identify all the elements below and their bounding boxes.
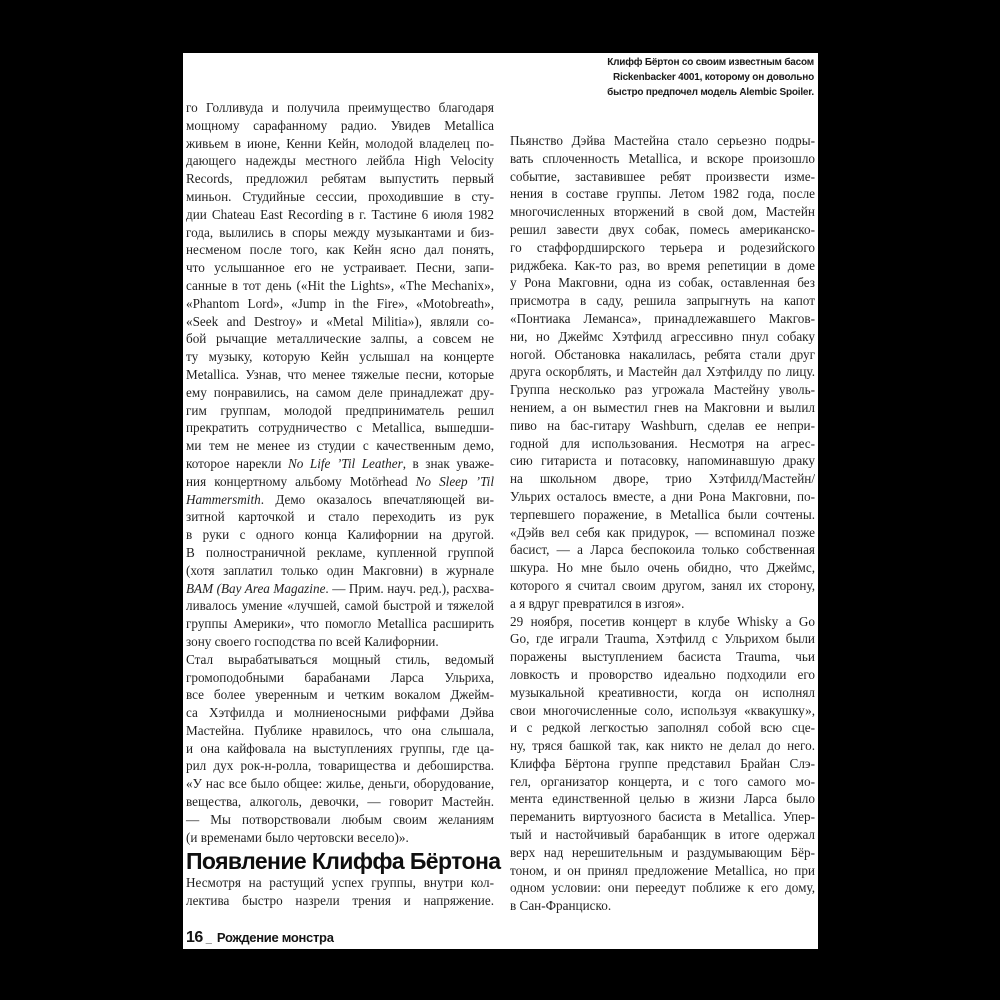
text-line: несменом после того, как Кейн ясно дал понять, (186, 242, 494, 258)
text-line: поражены выступлением басиста Trauma, чьи (510, 649, 815, 665)
text-line: го стаффордширского терьера и родезийского (510, 239, 815, 255)
text-line: — Мы потворствовали любым своим желаниям (186, 811, 494, 827)
text-line: которое нарекли No Life ’Til Leather, в знак уваже- (186, 455, 495, 471)
footer-separator: _ (205, 933, 212, 945)
text-line: (и временами было чертовски весело)». (186, 829, 409, 845)
text-line: бой рычащие металлические залпы, а совсем не (186, 331, 494, 347)
text-line: тый и настойчивый барабанщик в итоге одержал (510, 827, 815, 843)
text-line: гим группам, молодой предприниматель решил (186, 402, 494, 418)
text-line: ливалось умение «лучшей, самой быстрой и тяжелой (186, 598, 494, 614)
text-line: ловкость и проворство идеально подходили его (510, 666, 815, 682)
text-line: санные в тот день («Hit the Lights», «The Mechanix», (186, 277, 494, 293)
photo-caption (607, 55, 814, 100)
caption-line: Rickenbacker 4001, которому он довольно (612, 72, 814, 83)
text-line: громоподобными барабанами Ларса Ульриха, (186, 669, 494, 685)
caption-line: быстро предпочел модель Alembic Spoiler. (607, 87, 814, 98)
text-line: событие, заставившее ребят произвести изме- (510, 168, 815, 184)
text-line: Группа несколько раз угрожала Мастейну уволь- (510, 382, 815, 398)
text-line: мощному сарафанному радио. Увидев Metallica (186, 117, 494, 133)
text-line: у Рона Макговни, одна из собак, оставленная без (510, 275, 815, 291)
text-line: риджбека. Как-то раз, во время репетиции в доме (510, 257, 815, 273)
text-line: тоном, и он принял предложение Metallica, но при (510, 862, 815, 878)
text-line: и она кайфовала на выступлениях группы, где ца- (186, 740, 494, 756)
text-line: рил дух рок-н-ролла, товарищества и дебоширства. (186, 758, 494, 774)
text-line: ни, но Джеймс Хэтфилд агрессивно пнул собаку (510, 328, 815, 344)
text-line: «Seek and Destroy» и «Metal Militia»), являли со- (186, 313, 494, 329)
text-line: Go, где играли Trauma, Хэтфилд с Ульрихом были (510, 631, 815, 647)
text-line: «Дэйв вел себя как придурок, — вспоминал позже (510, 524, 815, 540)
page-footer (186, 929, 334, 947)
text-line: года, вылились в споры между музыкантами и биз- (186, 224, 494, 240)
text-line: нения в составе группы. Летом 1982 года, после (510, 186, 815, 202)
text-line: ну, тряся башкой так, как никто не делал до него. (510, 738, 815, 754)
text-line: го Голливуда и получила преимущество благодаря (186, 100, 494, 115)
text-line: ему понравились, на самом деле принадлежат дру- (186, 384, 494, 400)
text-line: что услышанное его не устраивает. Песни, запи- (186, 260, 494, 276)
text-line: Пьянство Дэйва Мастейна стало серьезно подры- (510, 133, 815, 148)
text-line: Records, предложил ребятам выпустить первый (186, 171, 494, 187)
text-line: ту музыку, которую Кейн услышал на концерте (186, 349, 494, 365)
text-line: Ульрих осталось вместе, а дни Рона Макговни, по- (510, 488, 815, 504)
text-line: (хотя заплатил только один Макговни) в журнале (186, 562, 494, 578)
text-line: многочисленных вторжений в свой дом, Мастейн (510, 204, 815, 220)
text-line: в Сан-Франциско. (510, 898, 612, 914)
text-line: дии Chateau East Recording в г. Тастине 6 июля 1982 (186, 206, 494, 222)
book-page (183, 53, 818, 949)
text-line: дающего надежды местного лейбла High Velocity (186, 153, 494, 169)
text-line: ногой. Обстановка накалилась, ребята стали друг (510, 346, 815, 362)
text-line: переманить виртуозного басиста в Metallica. Упер- (510, 809, 815, 825)
text-line: миньон. Студийные сессии, проходившие в сту- (186, 188, 494, 204)
text-line: прекратить сотрудничество с Metallica, вышедши- (186, 420, 494, 436)
text-line: ми тем не менее из студии с качественным демо, (186, 438, 494, 454)
right-column (510, 132, 815, 915)
text-line: «У нас все было общее: жилье, деньги, оборудование, (186, 776, 494, 792)
text-line: гел, организатор концерта, и с того самого мо- (510, 773, 815, 789)
text-line: живьем в июне, Кенни Кейн, молодой владелец по- (186, 135, 494, 151)
text-line: в руки с одного конца Калифорнии на другой. (186, 527, 494, 543)
text-line: Hammersmith. Демо оказалось впечатляющей ви- (186, 491, 494, 507)
text-line: и с редкой легкостью заполнял собой всю сце- (510, 720, 815, 736)
text-line: шкура. Но мне было очень обидно, что Джеймс, (510, 560, 815, 576)
text-line: 29 ноября, посетив концерт в клубе Whisky a Go (510, 613, 815, 629)
text-line: са Хэтфилда и молниеносными риффами Дэйва (186, 705, 494, 721)
text-line: сию гитариста и потасовку, напоминавшую драку (510, 453, 815, 469)
text-line: друга оскорблять, и Мастейн дал Хэтфилду по лицу. (510, 364, 815, 380)
text-line: Клиффа Бёртона группе представил Брайан Слэ- (510, 755, 815, 771)
text-line: нением, а он выместил гнев на Макговни и вылил (510, 399, 815, 415)
text-line: присмотра в саду, решила запрыгнуть на капот (510, 293, 815, 309)
text-line: зитной карточкой и стало переходить из рук (186, 509, 494, 525)
text-line: басист, — а Ларса беспокоила только собственная (510, 542, 815, 558)
text-line: «Понтиака Леманса», принадлежавшего Макгов- (510, 310, 815, 326)
text-line: решил завести двух собак, помесь американско- (510, 221, 815, 237)
page-number: 16 (186, 929, 203, 946)
text-line: вать сплоченность Metallica, и вскоре произошло (510, 150, 815, 166)
text-line: группы Америки», что помогло Metallica расширить (186, 616, 494, 632)
text-line: BAM (Bay Area Magazine. — Прим. науч. ред.), расхва- (186, 580, 494, 596)
text-line: все более уверенным и четким вокалом Джейм- (186, 687, 494, 703)
text-line: одном условии: они переедут поближе к его дому, (510, 880, 815, 896)
text-line: мента единственной целью в жизни Ларса было (510, 791, 815, 807)
text-line: пиво на бас-гитару Washburn, сделав ее непри- (510, 417, 815, 433)
caption-line: Клифф Бёртон со своим известным басом (607, 57, 814, 68)
text-line: В полностраничной рекламе, купленной группой (186, 544, 494, 560)
text-line: ния концертному альбому Motörhead No Sleep ’Til (186, 473, 494, 489)
text-line: которого я считал своим другом, занял их сторону, (510, 577, 815, 593)
text-line: терпевшего поражение, в Metallica были сочтены. (510, 506, 815, 522)
text-line: Мастейна. Публике нравилось, что она слышала, (186, 722, 494, 738)
text-line: «Phantom Lord», «Jump in the Fire», «Motobreath», (186, 295, 494, 311)
left-column (186, 99, 501, 910)
text-line: на школьном дворе, трио Хэтфилд/Мастейн/ (510, 471, 815, 487)
text-line: верх над нерешительным и раздумывающим Бёр- (510, 844, 815, 860)
section-heading: Появление Клиффа Бёртона (186, 848, 501, 875)
text-line: годной для использования. Несмотря на агрес- (510, 435, 815, 451)
text-line: свои многочисленные соло, используя «квакушку», (510, 702, 815, 718)
text-line: лектива быстро назрели трения и напряжение. (186, 893, 494, 909)
text-line: зону своего господства по всей Калифорнии. (186, 633, 439, 649)
text-line: а я вдруг превратился в изгоя». (510, 595, 685, 611)
text-line: музыкальной креативности, когда он исполнял (510, 684, 815, 700)
text-line: Стал вырабатываться мощный стиль, ведомый (186, 651, 494, 667)
text-line: вещества, алкоголь, девочки, — говорит Мастейн. (186, 794, 494, 810)
running-title: Рождение монстра (216, 930, 334, 945)
text-line: Несмотря на растущий успех группы, внутри кол- (186, 875, 494, 891)
text-line: Metallica. Узнав, что менее тяжелые песни, которые (186, 366, 494, 382)
